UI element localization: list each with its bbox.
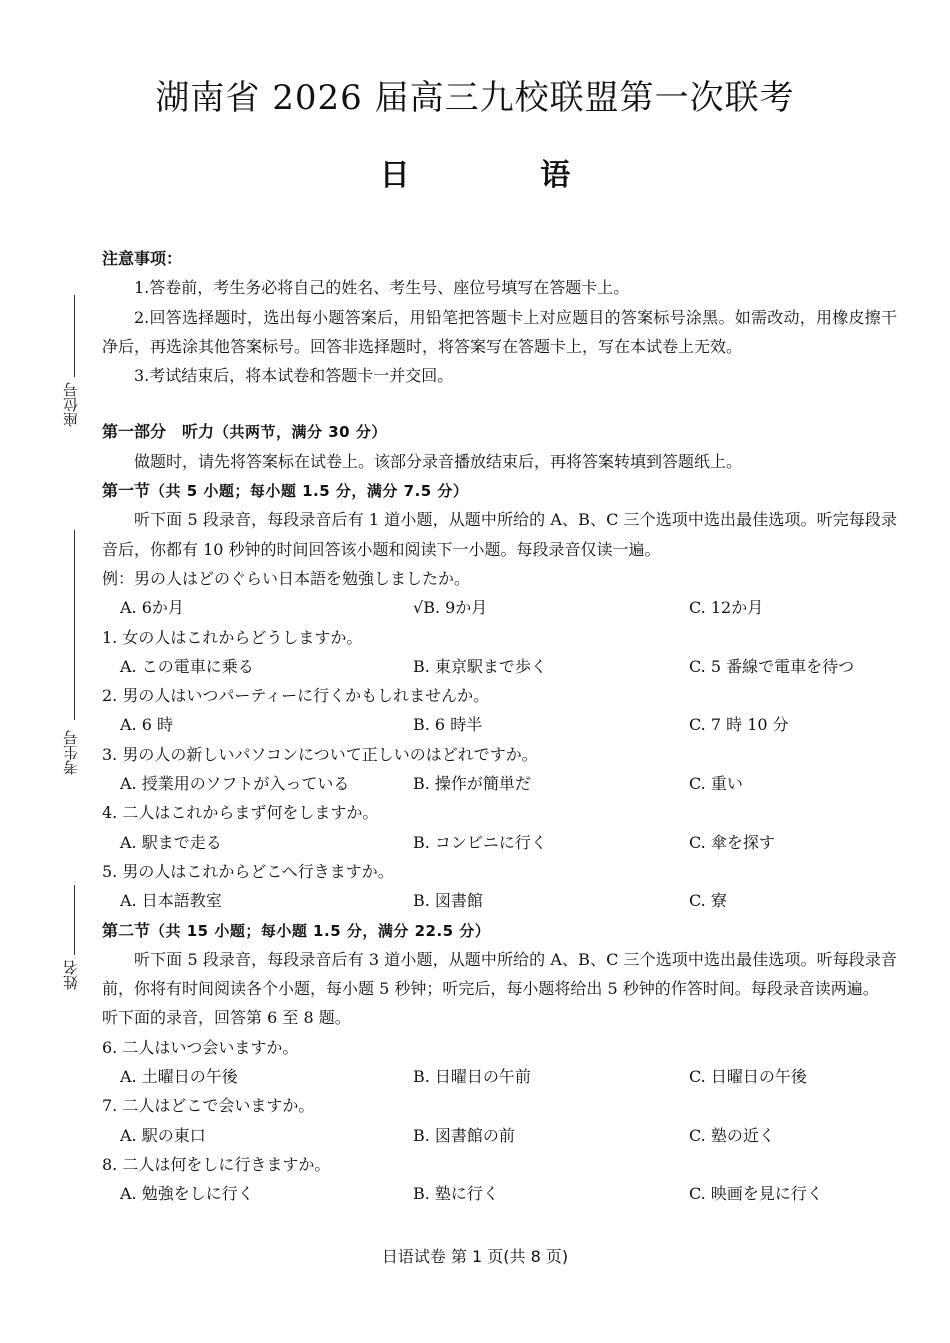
option-c: C. 寮 bbox=[689, 891, 727, 911]
option-c: C. 重い bbox=[689, 774, 743, 794]
question-options bbox=[102, 886, 897, 915]
option-b: B. 図書館の前 bbox=[413, 1125, 515, 1145]
option-b: B. 操作が簡単だ bbox=[413, 774, 531, 794]
example-options bbox=[102, 593, 897, 622]
section2-lead: 听下面的录音，回答第 6 至 8 题。 bbox=[102, 1008, 351, 1028]
section1-note: （共 5 小题；每小题 1.5 分，满分 7.5 分） bbox=[150, 482, 469, 501]
spacer bbox=[102, 390, 897, 417]
question: 7. 二人はどこで会いますか。 bbox=[102, 1096, 315, 1116]
option-a: A. 駅まで走る bbox=[120, 832, 222, 852]
binding-margin bbox=[52, 290, 82, 1030]
option-b: √B. 9か月 bbox=[413, 598, 488, 618]
question: 1. 女の人はこれからどうしますか。 bbox=[102, 627, 363, 647]
question-options bbox=[102, 769, 897, 798]
option-c: C. 映画を見に行く bbox=[689, 1184, 823, 1204]
notice-heading: 注意事项： bbox=[102, 249, 183, 268]
section1-instruction: 听下面 5 段录音，每段录音后有 1 道小题，从题中所给的 A、B、C 三个选项中选出最佳选项。听完每段录音后，你都有 10 秒钟的时间回答该小题和阅读下一小题。每段录音仅读一遍。 bbox=[102, 510, 897, 559]
part1-heading bbox=[102, 417, 897, 446]
page-footer: 日语试卷 第 1 页(共 8 页) bbox=[381, 1247, 569, 1266]
option-b: B. 6 時半 bbox=[413, 715, 483, 735]
question-options bbox=[102, 1062, 897, 1091]
option-b: B. 日曜日の午前 bbox=[413, 1067, 531, 1087]
example-question: 例：男の人はどのぐらい日本語を勉強しましたか。 bbox=[102, 568, 471, 588]
option-b: B. 塾に行く bbox=[413, 1184, 499, 1204]
question: 5. 男の人はこれからどこへ行きますか。 bbox=[102, 861, 394, 881]
option-c: C. 日曜日の午後 bbox=[689, 1067, 807, 1087]
question-options bbox=[102, 652, 897, 681]
part1-instruction: 做题时，请先将答案标在试卷上。该部分录音播放结束后，再将答案转填到答题纸上。 bbox=[134, 451, 743, 471]
option-b: B. コンビニに行く bbox=[413, 832, 547, 852]
question-list bbox=[102, 623, 897, 916]
exam-no-label: 考生号 bbox=[62, 730, 80, 775]
notice-item: 2.回答选择题时，选出每小题答案后，用铅笔把答题卡上对应题目的答案标号涂黑。如需改动，用橡皮擦干净后，再选涂其他答案标号。回答非选择题时，将答案写在答题卡上，写在本试卷上无效。 bbox=[102, 307, 897, 356]
question: 8. 二人は何をしに行きますか。 bbox=[102, 1154, 331, 1174]
option-a: A. 6 時 bbox=[120, 715, 173, 735]
option-c: C. 7 時 10 分 bbox=[689, 715, 789, 735]
option-a: A. 授業用のソフトが入っている bbox=[120, 774, 350, 794]
question: 2. 男の人はいつパーティーに行くかもしれませんか。 bbox=[102, 686, 490, 706]
question: 3. 男の人の新しいパソコンについて正しいのはどれですか。 bbox=[102, 744, 538, 764]
section1-heading bbox=[102, 476, 897, 505]
seat-label: 座位号 bbox=[62, 382, 80, 427]
part1-title: 第一部分 听力 bbox=[102, 422, 215, 442]
option-c: C. 傘を探す bbox=[689, 832, 775, 852]
option-c: C. 5 番線で電車を待つ bbox=[689, 656, 855, 676]
option-c: C. 塾の近く bbox=[689, 1125, 775, 1145]
seat-line bbox=[74, 295, 75, 377]
section1-title: 第一节 bbox=[102, 481, 151, 501]
section2-instruction: 听下面 5 段录音，每段录音后有 3 道小题，从题中所给的 A、B、C 三个选项中选出最佳选项。听每段录音前，你将有时间阅读各个小题，每小题 5 秒钟；听完后，每小题将给出 5 秒钟的作答时间。每段录音读两遍。 bbox=[102, 949, 897, 999]
option-a: A. 6か月 bbox=[120, 598, 184, 618]
part1-note: （共两节，满分 30 分） bbox=[214, 423, 387, 442]
subject-title: 日 语 bbox=[379, 158, 631, 193]
question-list-2 bbox=[102, 1033, 897, 1209]
exam-content bbox=[102, 244, 897, 1209]
notice-item: 1.答卷前，考生务必将自己的姓名、考生号、座位号填写在答题卡上。 bbox=[134, 278, 630, 298]
question-options bbox=[102, 710, 897, 739]
question-options bbox=[102, 1121, 897, 1150]
name-label: 姓名 bbox=[62, 960, 80, 990]
notice-item: 3.考试结束后，将本试卷和答题卡一并交回。 bbox=[134, 366, 454, 386]
option-a: A. 土曜日の午後 bbox=[120, 1067, 238, 1087]
section2-note: （共 15 小题；每小题 1.5 分，满分 22.5 分） bbox=[150, 921, 491, 940]
exam-title: 湖南省 2026 届高三九校联盟第一次联考 bbox=[155, 78, 795, 118]
option-c: C. 12か月 bbox=[689, 598, 764, 618]
section2-heading bbox=[102, 916, 897, 945]
option-b: B. 東京駅まで歩く bbox=[413, 656, 547, 676]
question-options bbox=[102, 1179, 897, 1208]
option-a: A. この電車に乗る bbox=[120, 656, 254, 676]
exam-no-line bbox=[74, 530, 75, 720]
option-a: A. 駅の東口 bbox=[120, 1125, 206, 1145]
section2-title: 第二节 bbox=[102, 920, 151, 940]
question: 4. 二人はこれからまず何をしますか。 bbox=[102, 803, 379, 823]
name-line bbox=[74, 885, 75, 955]
option-a: A. 日本語教室 bbox=[120, 891, 222, 911]
question-options bbox=[102, 828, 897, 857]
option-a: A. 勉強をしに行く bbox=[120, 1184, 254, 1204]
option-b: B. 図書館 bbox=[413, 891, 483, 911]
question: 6. 二人はいつ会いますか。 bbox=[102, 1037, 299, 1057]
